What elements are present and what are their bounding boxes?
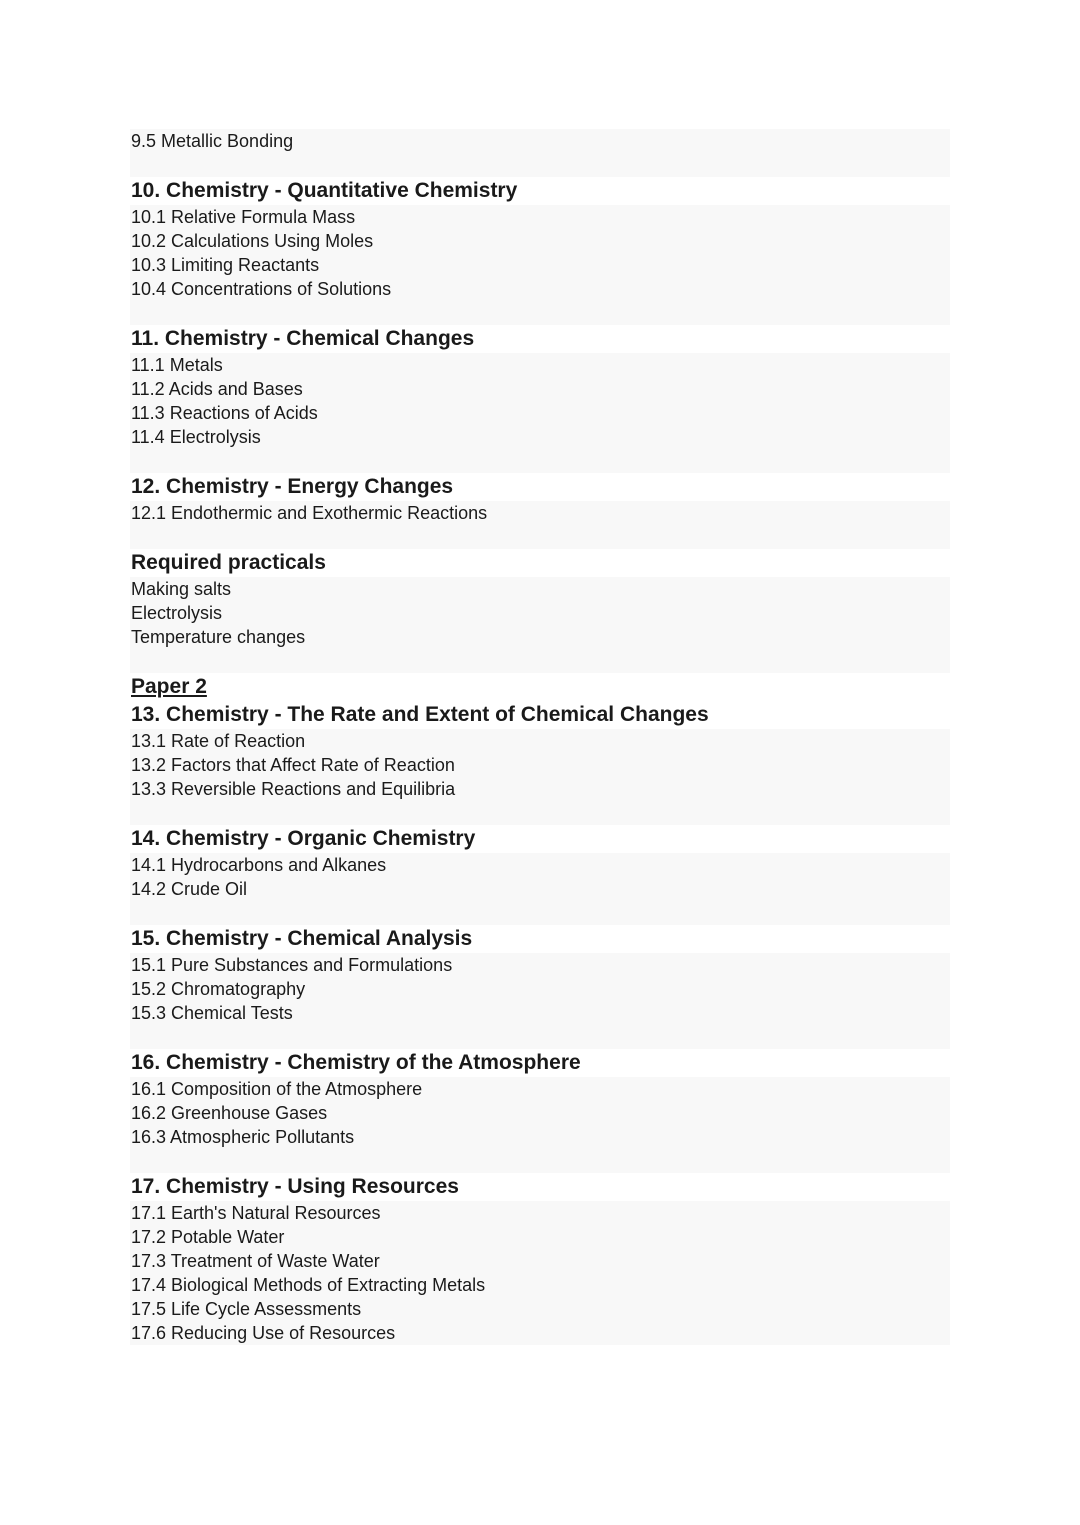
list-item: 14.2 Crude Oil xyxy=(131,879,248,899)
section-16 xyxy=(130,1049,950,1173)
section-14 xyxy=(130,825,950,925)
list-item: 13.3 Reversible Reactions and Equilibria xyxy=(131,779,456,799)
list-item: 13.1 Rate of Reaction xyxy=(131,731,306,751)
list-item: 17.2 Potable Water xyxy=(131,1227,285,1247)
section-heading: 16. Chemistry - Chemistry of the Atmosphere xyxy=(130,1049,950,1077)
section-heading: 15. Chemistry - Chemical Analysis xyxy=(130,925,950,953)
list-item: 16.1 Composition of the Atmosphere xyxy=(131,1079,423,1099)
list-item: 15.2 Chromatography xyxy=(131,979,306,999)
section-17 xyxy=(130,1173,950,1345)
list-item: 10.3 Limiting Reactants xyxy=(131,255,320,275)
list-item: 11.4 Electrolysis xyxy=(131,427,261,447)
section-heading: 14. Chemistry - Organic Chemistry xyxy=(130,825,950,853)
section-required-practicals xyxy=(130,549,950,673)
list-item: 9.5 Metallic Bonding xyxy=(131,131,294,151)
list-item: 16.2 Greenhouse Gases xyxy=(131,1103,328,1123)
list-item: Temperature changes xyxy=(131,627,306,647)
list-item: 17.5 Life Cycle Assessments xyxy=(131,1299,362,1319)
list-item: 10.1 Relative Formula Mass xyxy=(131,207,356,227)
list-item: 14.1 Hydrocarbons and Alkanes xyxy=(131,855,387,875)
list-item: 10.4 Concentrations of Solutions xyxy=(131,279,392,299)
section-10 xyxy=(130,177,950,325)
list-item: 17.6 Reducing Use of Resources xyxy=(131,1323,396,1343)
list-item: Electrolysis xyxy=(131,603,223,623)
list-item: Making salts xyxy=(131,579,232,599)
list-item: 11.3 Reactions of Acids xyxy=(131,403,318,423)
list-item: 16.3 Atmospheric Pollutants xyxy=(131,1127,355,1147)
section-heading: 10. Chemistry - Quantitative Chemistry xyxy=(130,177,950,205)
section-heading: Required practicals xyxy=(130,549,950,577)
list-item: 17.1 Earth's Natural Resources xyxy=(131,1203,381,1223)
section-11 xyxy=(130,325,950,473)
list-item: 17.3 Treatment of Waste Water xyxy=(131,1251,380,1271)
list-item: 13.2 Factors that Affect Rate of Reaction xyxy=(131,755,455,775)
paper-2-heading: Paper 2 xyxy=(130,673,950,701)
list-item: 11.2 Acids and Bases xyxy=(131,379,303,399)
list-item: 15.1 Pure Substances and Formulations xyxy=(131,955,453,975)
section-12 xyxy=(130,473,950,549)
carryover-block xyxy=(130,129,950,177)
section-heading: 11. Chemistry - Chemical Changes xyxy=(130,325,950,353)
section-13 xyxy=(130,701,950,825)
list-item: 11.1 Metals xyxy=(131,355,223,375)
section-heading: 13. Chemistry - The Rate and Extent of Chemical Changes xyxy=(130,701,950,729)
document-page xyxy=(130,129,950,1345)
section-heading: 12. Chemistry - Energy Changes xyxy=(130,473,950,501)
list-item: 15.3 Chemical Tests xyxy=(131,1003,293,1023)
section-15 xyxy=(130,925,950,1049)
section-heading: 17. Chemistry - Using Resources xyxy=(130,1173,950,1201)
list-item: 12.1 Endothermic and Exothermic Reactions xyxy=(131,503,488,523)
list-item: 17.4 Biological Methods of Extracting Metals xyxy=(131,1275,486,1295)
list-item: 10.2 Calculations Using Moles xyxy=(131,231,374,251)
